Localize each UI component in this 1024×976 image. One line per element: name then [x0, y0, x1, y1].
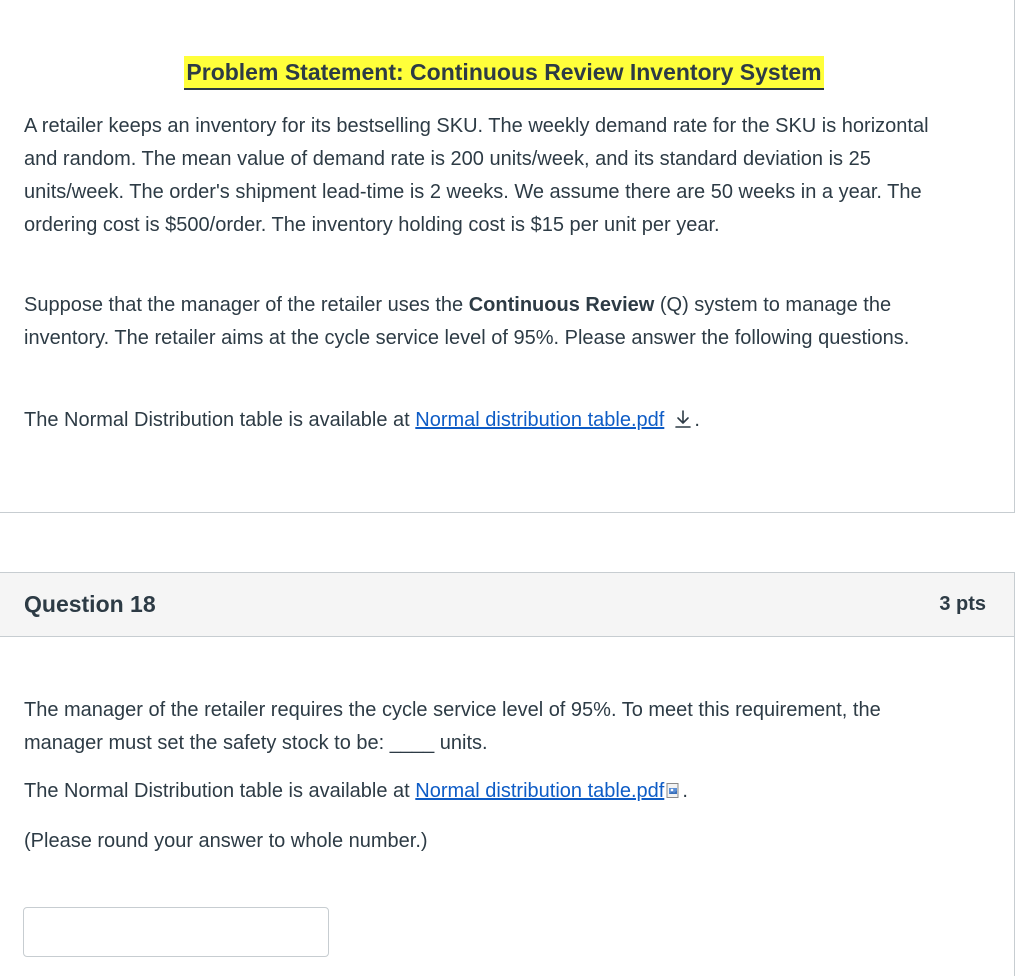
- question-panel: [0, 572, 1015, 976]
- statement-table-note: [24, 404, 954, 437]
- question-text: The manager of the retailer requires the cycle service level of 95%. To meet this requirement, the manager must set the safety stock to be: ____ units.: [24, 699, 881, 754]
- question-table-text: The Normal Distribution table is available at: [24, 780, 416, 802]
- table-note-text: The Normal Distribution table is available at: [24, 409, 416, 431]
- statement-paragraph-1: A retailer keeps an inventory for its bestselling SKU. The weekly demand rate for the SKU is horizontal and random. The mean value of demand rate is 200 units/week, and its standard deviation is 25 units/week. The order's shipment lead-time is 2 weeks. We assume there are 50 weeks in a year. The ordering cost is $500/order. The inventory holding cost is $15 per unit per year.: [24, 115, 929, 236]
- round-note: (Please round your answer to whole number.): [24, 830, 428, 852]
- question-table-suffix: .: [682, 780, 688, 802]
- question-table-note: [24, 775, 954, 808]
- statement-title: Problem Statement: Continuous Review Inventory System: [184, 56, 823, 90]
- paragraph-2-after: (Q) system to manage the inventory. The retailer aims at the cycle service level of 95%. Please answer the following questions.: [24, 294, 910, 349]
- statement-title-wrap: [0, 56, 1008, 90]
- statement-paragraph-2: [24, 289, 954, 355]
- normal-table-link[interactable]: Normal distribution table.pdf: [415, 409, 665, 431]
- question-title: Question 18: [24, 591, 156, 617]
- question-points: 3 pts: [939, 593, 986, 615]
- question-normal-table-link[interactable]: Normal distribution table.pdf: [415, 780, 665, 802]
- paragraph-2-before: Suppose that the manager of the retailer uses the: [24, 294, 469, 316]
- question-header: [0, 573, 1014, 637]
- table-note-suffix: .: [694, 409, 700, 431]
- pdf-preview-icon[interactable]: [664, 778, 682, 796]
- answer-input[interactable]: [23, 907, 329, 957]
- paragraph-2-bold: Continuous Review: [468, 294, 655, 316]
- download-icon[interactable]: [672, 408, 694, 430]
